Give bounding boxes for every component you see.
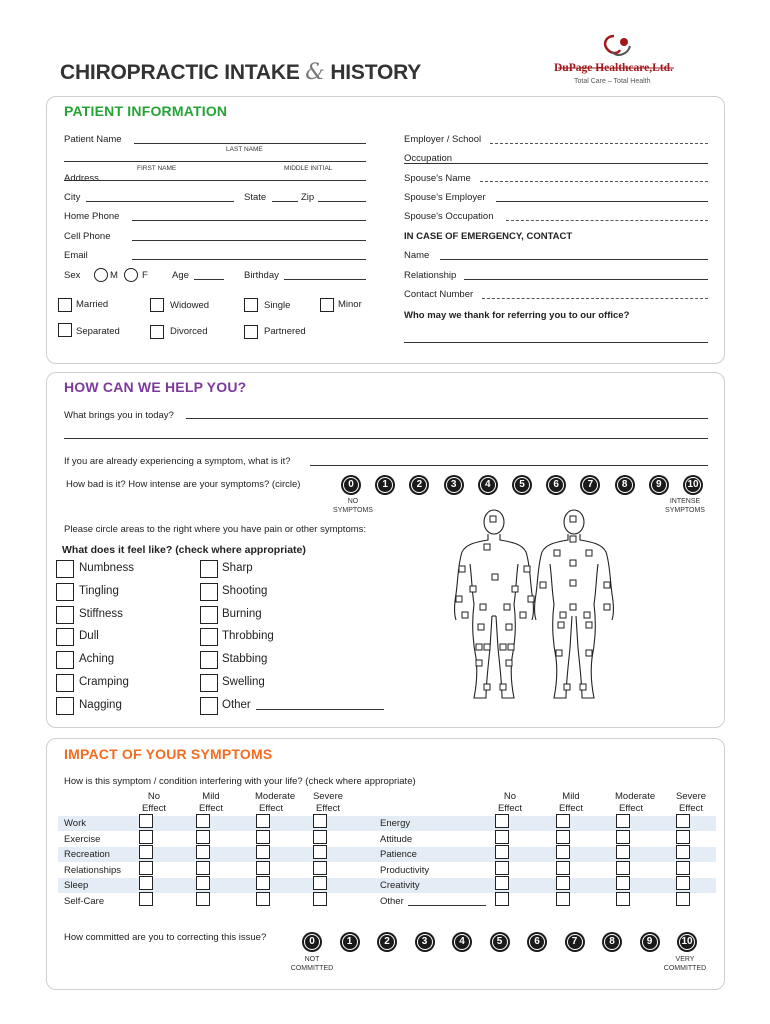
feel-dull-checkbox[interactable] bbox=[56, 628, 74, 646]
feel-cramping-label: Cramping bbox=[79, 676, 129, 688]
impact-self-care-option-3[interactable] bbox=[313, 892, 327, 906]
feel-numbness-checkbox[interactable] bbox=[56, 560, 74, 578]
intensity-option-3-label: 3 bbox=[450, 479, 457, 490]
sex-female-radio[interactable] bbox=[124, 268, 138, 282]
spouse-name-label: Spouse's Name bbox=[404, 173, 471, 184]
emergency-contact-field[interactable] bbox=[482, 298, 708, 299]
married-checkbox[interactable] bbox=[58, 298, 72, 312]
impact-other-field[interactable] bbox=[408, 905, 486, 906]
impact-patience-option-2[interactable] bbox=[616, 845, 630, 859]
feel-nagging-checkbox[interactable] bbox=[56, 697, 74, 715]
impact-exercise-option-1[interactable] bbox=[196, 830, 210, 844]
address-label: Address bbox=[64, 173, 99, 184]
intensity-option-4-label: 4 bbox=[485, 479, 491, 490]
impact-attitude-option-2[interactable] bbox=[616, 830, 630, 844]
feel-stabbing-checkbox[interactable] bbox=[200, 651, 218, 669]
impact-attitude-option-1[interactable] bbox=[556, 830, 570, 844]
commitment-option-3-label: 3 bbox=[421, 936, 428, 947]
impact-right-header-1-l1: Mild bbox=[562, 791, 580, 802]
impact-self-care-option-1[interactable] bbox=[196, 892, 210, 906]
symptom-label: If you are already experiencing a symptom, what is it? bbox=[64, 456, 291, 467]
state-field[interactable] bbox=[272, 201, 298, 202]
committed-label: How committed are you to correcting this issue? bbox=[64, 932, 267, 943]
impact-row-sleep-label: Sleep bbox=[64, 880, 89, 892]
state-label: State bbox=[244, 192, 267, 203]
sex-female-label: F bbox=[142, 270, 148, 281]
impact-left-header-3-l1: Severe bbox=[312, 791, 344, 802]
impact-patience-option-3[interactable] bbox=[676, 845, 690, 859]
occupation-field[interactable] bbox=[404, 163, 708, 164]
intensity-option-3[interactable] bbox=[444, 475, 464, 495]
impact-right-header-2-l1: Moderate bbox=[615, 791, 656, 802]
impact-row-recreation-label: Recreation bbox=[64, 849, 110, 861]
impact-right-header-0-l1: No bbox=[503, 791, 517, 802]
feel-stiffness-label: Stiffness bbox=[79, 607, 123, 620]
first-name-field[interactable] bbox=[64, 161, 366, 162]
impact-left-header-0-l1: No bbox=[147, 791, 161, 802]
impact-left-header-1-l2: Effect bbox=[198, 803, 224, 814]
impact-exercise-option-3[interactable] bbox=[313, 830, 327, 844]
intensity-option-2[interactable] bbox=[409, 475, 429, 495]
patient-information-heading: PATIENT INFORMATION bbox=[64, 103, 228, 119]
impact-row-work-label: Work bbox=[64, 818, 86, 829]
intensity-option-10-label: 10 bbox=[687, 479, 699, 490]
intensity-option-1[interactable] bbox=[375, 475, 395, 495]
other-feel-field[interactable] bbox=[256, 709, 384, 710]
cell-phone-label: Cell Phone bbox=[64, 231, 111, 242]
city-label: City bbox=[64, 192, 81, 203]
impact-recreation-option-0[interactable] bbox=[139, 845, 153, 859]
impact-other-option-1[interactable] bbox=[556, 892, 570, 906]
impact-row-patience-label: Patience bbox=[380, 849, 417, 861]
spouse-employer-label: Spouse's Employer bbox=[404, 192, 486, 203]
last-name-caption: LAST NAME bbox=[226, 146, 263, 153]
impact-row-relationships-label: Relationships bbox=[64, 864, 122, 876]
employer-field[interactable] bbox=[490, 143, 708, 144]
email-label: Email bbox=[64, 250, 88, 261]
impact-creativity-option-2[interactable] bbox=[616, 876, 630, 890]
partnered-checkbox[interactable] bbox=[244, 325, 258, 339]
middle-initial-caption: MIDDLE INITIAL bbox=[284, 165, 333, 172]
impact-work-option-2[interactable] bbox=[256, 814, 270, 828]
impact-productivity-option-2[interactable] bbox=[616, 861, 630, 875]
feel-tingling-label: Tingling bbox=[79, 584, 119, 597]
commitment-option-9[interactable] bbox=[640, 932, 660, 952]
impact-row-other-label: Other bbox=[380, 896, 404, 907]
widowed-checkbox[interactable] bbox=[150, 298, 164, 312]
impact-work-option-3[interactable] bbox=[313, 814, 327, 828]
intensity-option-0-label: 0 bbox=[348, 479, 354, 490]
intense-symptoms-label: INTENSE SYMPTOMS bbox=[665, 498, 705, 514]
commitment-option-2-label: 2 bbox=[384, 936, 390, 947]
patient-information-panel bbox=[46, 96, 725, 364]
impact-right-header-3-l1: Severe bbox=[675, 791, 707, 802]
logo-tagline: Total Care – Total Health bbox=[574, 78, 651, 85]
intensity-option-10[interactable] bbox=[683, 475, 703, 495]
intensity-option-9[interactable] bbox=[649, 475, 669, 495]
intensity-option-2-label: 2 bbox=[416, 479, 423, 490]
impact-other-option-0[interactable] bbox=[495, 892, 509, 906]
impact-patience-option-0[interactable] bbox=[495, 845, 509, 859]
impact-creativity-option-1[interactable] bbox=[556, 876, 570, 890]
commitment-option-7-label: 7 bbox=[571, 936, 578, 947]
impact-creativity-option-3[interactable] bbox=[676, 876, 690, 890]
impact-productivity-option-0[interactable] bbox=[495, 861, 509, 875]
impact-creativity-option-0[interactable] bbox=[495, 876, 509, 890]
impact-attitude-option-3[interactable] bbox=[676, 830, 690, 844]
patient-name-label: Patient Name bbox=[64, 134, 122, 145]
age-label: Age bbox=[172, 270, 189, 281]
feel-cramping-checkbox[interactable] bbox=[56, 674, 74, 692]
emergency-relationship-label: Relationship bbox=[404, 270, 457, 281]
city-field[interactable] bbox=[86, 201, 234, 202]
impact-right-header-2-l2: Effect bbox=[618, 803, 644, 814]
impact-self-care-option-2[interactable] bbox=[256, 892, 270, 906]
commitment-option-10[interactable] bbox=[677, 932, 697, 952]
intensity-option-6[interactable] bbox=[546, 475, 566, 495]
address-field[interactable] bbox=[64, 180, 366, 181]
impact-left-header-1-l1: Mild bbox=[202, 791, 220, 802]
impact-sleep-option-0[interactable] bbox=[139, 876, 153, 890]
impact-right-header-1-l2: Effect bbox=[558, 803, 584, 814]
first-name-caption: FIRST NAME bbox=[137, 165, 177, 172]
commitment-option-4[interactable] bbox=[452, 932, 472, 952]
commitment-option-9-label: 9 bbox=[646, 936, 653, 947]
impact-row-self-care-label: Self-Care bbox=[64, 896, 105, 907]
referral-field[interactable] bbox=[404, 342, 708, 343]
single-checkbox[interactable] bbox=[244, 298, 258, 312]
feel-aching-checkbox[interactable] bbox=[56, 651, 74, 669]
impact-patience-option-1[interactable] bbox=[556, 845, 570, 859]
commitment-option-10-label: 10 bbox=[681, 936, 693, 947]
body-diagram-back[interactable] bbox=[520, 508, 628, 704]
feel-tingling-checkbox[interactable] bbox=[56, 583, 74, 601]
impact-energy-option-3[interactable] bbox=[676, 814, 690, 828]
feel-stabbing-label: Stabbing bbox=[222, 653, 268, 666]
feel-swelling-label: Swelling bbox=[222, 676, 265, 688]
intensity-option-5-label: 5 bbox=[519, 479, 525, 490]
emergency-heading: IN CASE OF EMERGENCY, CONTACT bbox=[404, 231, 573, 242]
sex-male-radio[interactable] bbox=[94, 268, 108, 282]
single-label: Single bbox=[264, 300, 291, 311]
feel-nagging-label: Nagging bbox=[79, 698, 122, 711]
impact-energy-option-0[interactable] bbox=[495, 814, 509, 828]
feel-stiffness-checkbox[interactable] bbox=[56, 606, 74, 624]
emergency-name-field[interactable] bbox=[440, 259, 708, 260]
commitment-option-5[interactable] bbox=[490, 932, 510, 952]
intensity-option-7[interactable] bbox=[580, 475, 600, 495]
impact-productivity-option-1[interactable] bbox=[556, 861, 570, 875]
feel-swelling-checkbox[interactable] bbox=[200, 674, 218, 692]
intensity-option-8[interactable] bbox=[615, 475, 635, 495]
ampersand: & bbox=[305, 60, 325, 85]
minor-label: Minor bbox=[338, 299, 362, 310]
minor-checkbox[interactable] bbox=[320, 298, 334, 312]
impact-right-header-0-l2: Effect bbox=[497, 803, 523, 814]
impact-question: How is this symptom / condition interfering with your life? (check where appropriate) bbox=[64, 776, 416, 787]
intensity-option-7-label: 7 bbox=[587, 479, 594, 490]
intensity-option-1-label: 1 bbox=[382, 479, 388, 490]
impact-right-header-3-l2: Effect bbox=[678, 803, 704, 814]
commitment-option-0[interactable] bbox=[302, 932, 322, 952]
intensity-option-9-label: 9 bbox=[656, 479, 662, 490]
occupation-label: Occupation bbox=[404, 153, 453, 164]
intensity-option-5[interactable] bbox=[512, 475, 532, 495]
impact-other-option-3[interactable] bbox=[676, 892, 690, 906]
impact-recreation-option-1[interactable] bbox=[196, 845, 210, 859]
logo-name: DuPage Healthcare,Ltd. bbox=[554, 62, 673, 74]
commitment-option-4-label: 4 bbox=[459, 936, 465, 947]
separated-label: Separated bbox=[76, 326, 120, 337]
feel-shooting-label: Shooting bbox=[222, 584, 268, 597]
impact-row-exercise-label: Exercise bbox=[64, 833, 101, 845]
intensity-option-6-label: 6 bbox=[553, 479, 559, 490]
impact-row-energy-label: Energy bbox=[380, 818, 411, 829]
commitment-option-6-label: 6 bbox=[534, 936, 540, 947]
impact-row-attitude-label: Attitude bbox=[380, 833, 413, 845]
help-heading: HOW CAN WE HELP YOU? bbox=[64, 379, 247, 395]
commitment-option-8-label: 8 bbox=[609, 936, 615, 947]
divorced-label: Divorced bbox=[170, 326, 208, 337]
impact-heading: IMPACT OF YOUR SYMPTOMS bbox=[64, 746, 273, 762]
impact-relationships-option-1[interactable] bbox=[196, 861, 210, 875]
impact-energy-option-2[interactable] bbox=[616, 814, 630, 828]
feel-burning-label: Burning bbox=[222, 607, 262, 620]
spouse-occupation-field[interactable] bbox=[506, 220, 708, 221]
impact-relationships-option-3[interactable] bbox=[313, 861, 327, 875]
commitment-option-3[interactable] bbox=[415, 932, 435, 952]
emergency-name-label: Name bbox=[404, 250, 430, 261]
widowed-label: Widowed bbox=[170, 300, 210, 311]
feel-other-checkbox[interactable] bbox=[200, 697, 218, 715]
spouse-occupation-label: Spouse's Occupation bbox=[404, 211, 494, 222]
feel-heading: What does it feel like? (check where appropriate) bbox=[62, 544, 306, 556]
feel-throbbing-checkbox[interactable] bbox=[200, 628, 218, 646]
feel-other-label: Other bbox=[222, 698, 251, 711]
intensity-option-0[interactable] bbox=[341, 475, 361, 495]
commitment-option-1[interactable] bbox=[340, 932, 360, 952]
no-symptoms-label: NO SYMPTOMS bbox=[333, 498, 373, 514]
zip-label: Zip bbox=[301, 192, 315, 203]
feel-sharp-label: Sharp bbox=[222, 562, 253, 574]
impact-sleep-option-1[interactable] bbox=[196, 876, 210, 890]
commitment-option-6[interactable] bbox=[527, 932, 547, 952]
sex-label: Sex bbox=[64, 270, 81, 281]
symptom-field[interactable] bbox=[310, 465, 708, 466]
feel-dull-label: Dull bbox=[79, 630, 99, 643]
impact-relationships-option-0[interactable] bbox=[139, 861, 153, 875]
intensity-option-8-label: 8 bbox=[621, 479, 628, 490]
impact-left-header-3-l2: Effect bbox=[315, 803, 341, 814]
impact-relationships-option-2[interactable] bbox=[256, 861, 270, 875]
brings-label: What brings you in today? bbox=[64, 410, 174, 421]
feel-aching-label: Aching bbox=[79, 653, 115, 666]
impact-work-option-1[interactable] bbox=[196, 814, 210, 828]
sex-male-label: M bbox=[110, 270, 118, 281]
feel-numbness-label: Numbness bbox=[79, 562, 134, 574]
zip-field[interactable] bbox=[318, 201, 366, 202]
impact-sleep-option-3[interactable] bbox=[313, 876, 327, 890]
commitment-option-8[interactable] bbox=[602, 932, 622, 952]
impact-attitude-option-0[interactable] bbox=[495, 830, 509, 844]
spouse-name-field[interactable] bbox=[480, 181, 708, 182]
home-phone-field[interactable] bbox=[132, 220, 366, 221]
birthday-field[interactable] bbox=[284, 279, 366, 280]
impact-recreation-option-3[interactable] bbox=[313, 845, 327, 859]
intensity-label: How bad is it? How intense are your symptoms? (circle) bbox=[66, 479, 301, 490]
employer-label: Employer / School bbox=[404, 134, 482, 145]
impact-row-creativity-label: Creativity bbox=[380, 880, 420, 892]
impact-exercise-option-0[interactable] bbox=[139, 830, 153, 844]
impact-exercise-option-2[interactable] bbox=[256, 830, 270, 844]
email-field[interactable] bbox=[132, 259, 366, 260]
home-phone-label: Home Phone bbox=[64, 211, 120, 222]
circle-areas-label: Please circle areas to the right where you have pain or other symptoms: bbox=[64, 524, 367, 535]
feel-throbbing-label: Throbbing bbox=[222, 630, 274, 643]
not-committed-label: NOT COMMITTED bbox=[290, 956, 334, 972]
referral-label: Who may we thank for referring you to our office? bbox=[404, 310, 630, 321]
impact-self-care-option-0[interactable] bbox=[139, 892, 153, 906]
form-title: CHIROPRACTIC INTAKE & HISTORY bbox=[60, 60, 422, 85]
impact-other-option-2[interactable] bbox=[616, 892, 630, 906]
partnered-label: Partnered bbox=[264, 326, 306, 337]
feel-shooting-checkbox[interactable] bbox=[200, 583, 218, 601]
impact-left-header-2-l1: Moderate bbox=[255, 791, 296, 802]
emergency-relationship-field[interactable] bbox=[464, 279, 708, 280]
birthday-label: Birthday bbox=[244, 270, 279, 281]
impact-row-productivity-label: Productivity bbox=[380, 864, 430, 876]
spouse-employer-field[interactable] bbox=[496, 201, 708, 202]
impact-energy-option-1[interactable] bbox=[556, 814, 570, 828]
impact-sleep-option-2[interactable] bbox=[256, 876, 270, 890]
emergency-contact-label: Contact Number bbox=[404, 289, 474, 300]
commitment-option-0-label: 0 bbox=[309, 936, 315, 947]
age-field[interactable] bbox=[194, 279, 224, 280]
brings-field[interactable] bbox=[186, 418, 708, 419]
separated-checkbox[interactable] bbox=[58, 323, 72, 337]
commitment-option-5-label: 5 bbox=[496, 936, 503, 947]
impact-left-header-0-l2: Effect bbox=[141, 803, 167, 814]
very-committed-label: VERY COMMITTED bbox=[663, 956, 707, 972]
impact-productivity-option-3[interactable] bbox=[676, 861, 690, 875]
impact-recreation-option-2[interactable] bbox=[256, 845, 270, 859]
last-name-field[interactable] bbox=[134, 143, 366, 144]
impact-left-header-2-l2: Effect bbox=[258, 803, 284, 814]
feel-burning-checkbox[interactable] bbox=[200, 606, 218, 624]
commitment-option-1-label: 1 bbox=[346, 936, 353, 947]
intensity-option-4[interactable] bbox=[478, 475, 498, 495]
impact-work-option-0[interactable] bbox=[139, 814, 153, 828]
commitment-option-7[interactable] bbox=[565, 932, 585, 952]
commitment-option-2[interactable] bbox=[377, 932, 397, 952]
brings-field-line2[interactable] bbox=[64, 438, 708, 439]
divorced-checkbox[interactable] bbox=[150, 325, 164, 339]
feel-sharp-checkbox[interactable] bbox=[200, 560, 218, 578]
married-label: Married bbox=[76, 299, 109, 310]
cell-phone-field[interactable] bbox=[132, 240, 366, 241]
